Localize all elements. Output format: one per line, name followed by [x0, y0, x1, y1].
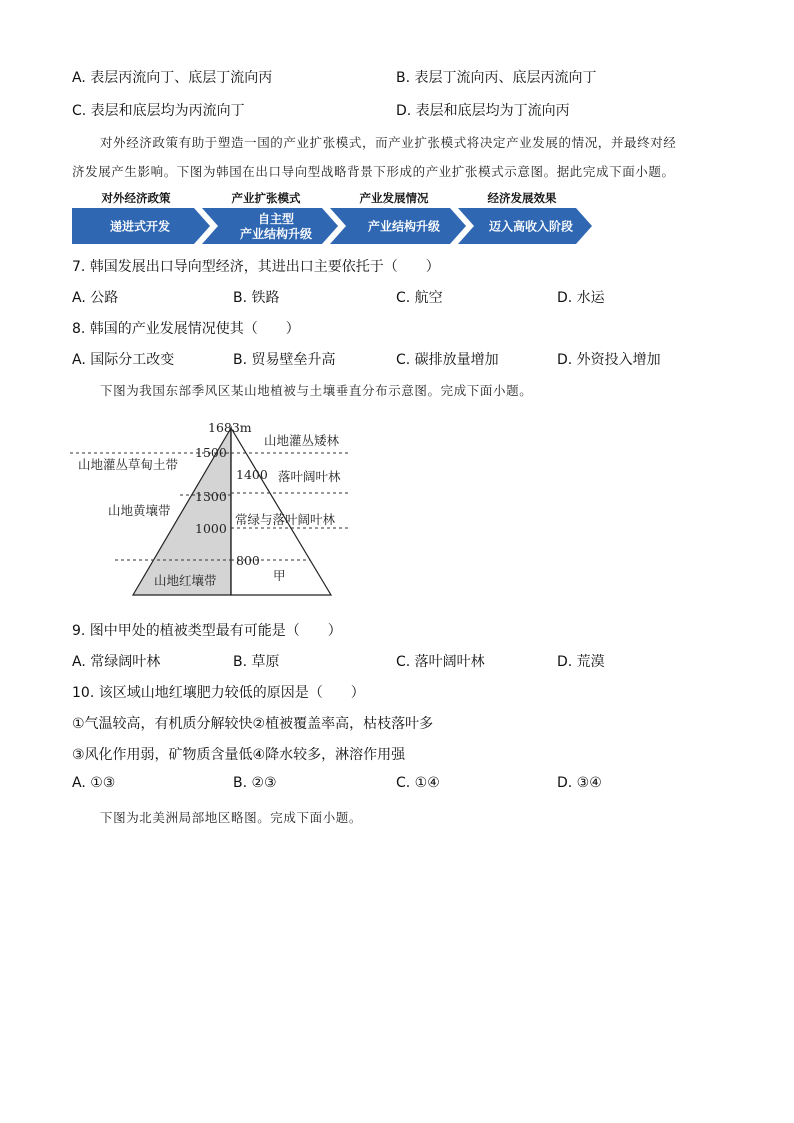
peak-elevation: 1683m: [208, 420, 252, 435]
flow-header-effect: 经济发展效果: [487, 191, 557, 205]
q6-option-d: D. 表层和底层均为丁流向丙: [396, 103, 570, 119]
q9-option-c: C. 落叶阔叶林: [396, 654, 485, 670]
flow-step-2-line1: 自主型: [257, 212, 295, 226]
q6-option-a: A. 表层丙流向丁、底层丁流向丙: [72, 70, 273, 86]
q10-option-d: D. ③④: [557, 775, 602, 791]
flow-step-2-line2: 产业结构升级: [239, 227, 313, 241]
veg-shrub: 山地灌丛矮林: [264, 433, 340, 448]
q7-stem: 7. 韩国发展出口导向型经济，其进出口主要依托于（ ）: [72, 259, 440, 275]
elev-1300: 1300: [195, 489, 227, 504]
soil-yellow: 山地黄壤带: [108, 503, 171, 518]
q10-stem: 10. 该区域山地红壤肥力较低的原因是（ ）: [72, 685, 365, 701]
flow-header-development: 产业发展情况: [359, 191, 429, 205]
q8-stem: 8. 韩国的产业发展情况使其（ ）: [72, 321, 300, 337]
flow-header-policy: 对外经济政策: [101, 191, 171, 205]
q8-option-b: B. 贸易壁垒升高: [233, 352, 336, 368]
soil-red: 山地红壤带: [154, 573, 217, 588]
soil-meadow: 山地灌丛草甸土带: [78, 457, 179, 472]
q10-statements-2: ③风化作用弱，矿物质含量低④降水较多，淋溶作用强: [72, 747, 406, 763]
q8-option-c: C. 碳排放量增加: [396, 352, 499, 368]
mountain-zonation-diagram: [70, 415, 370, 600]
q10-statements-1: ①气温较高，有机质分解较快②植被覆盖率高，枯枝落叶多: [72, 716, 434, 732]
intro1-line2: 济发展产生影响。下图为韩国在出口导向型战略背景下形成的产业扩张模式示意图。据此完成下面小题。: [72, 164, 675, 179]
q9-stem: 9. 图中甲处的植被类型最有可能是（ ）: [72, 623, 342, 639]
q10-option-c: C. ①④: [396, 775, 440, 791]
elev-800: 800: [236, 553, 260, 568]
q8-option-a: A. 国际分工改变: [72, 352, 175, 368]
q7-option-c: C. 航空: [396, 290, 443, 306]
flow-header-expansion: 产业扩张模式: [231, 191, 301, 205]
veg-mixed: 常绿与落叶阔叶林: [235, 512, 336, 527]
elev-1500: 1500: [195, 445, 227, 460]
flow-step-3: 产业结构升级: [367, 219, 441, 234]
q7-option-d: D. 水运: [557, 290, 605, 306]
flow-diagram: [72, 206, 596, 246]
elev-1000: 1000: [195, 521, 227, 536]
q9-option-a: A. 常绿阔叶林: [72, 654, 161, 670]
flow-step-1: 递进式开发: [109, 219, 171, 234]
q10-option-b: B. ②③: [233, 775, 277, 791]
flow-step-4: 迈入高收入阶段: [488, 219, 574, 234]
q6-option-b: B. 表层丁流向丙、底层丙流向丁: [396, 70, 597, 86]
intro1-line1: 对外经济政策有助于塑造一国的产业扩张模式，而产业扩张模式将决定产业发展的情况，并最终对经: [100, 135, 677, 150]
intro3: 下图为北美洲局部地区略图。完成下面小题。: [100, 810, 363, 825]
q9-option-d: D. 荒漠: [557, 654, 605, 670]
q7-option-b: B. 铁路: [233, 290, 280, 306]
q7-option-a: A. 公路: [72, 290, 119, 306]
label-jia: 甲: [273, 568, 286, 583]
q9-option-b: B. 草原: [233, 654, 280, 670]
intro2: 下图为我国东部季风区某山地植被与土壤垂直分布示意图。完成下面小题。: [100, 383, 533, 398]
q6-option-c: C. 表层和底层均为丙流向丁: [72, 103, 245, 119]
q10-option-a: A. ①③: [72, 775, 116, 791]
elev-1400: 1400: [236, 467, 268, 482]
veg-deciduous: 落叶阔叶林: [278, 469, 341, 484]
q8-option-d: D. 外资投入增加: [557, 352, 661, 368]
